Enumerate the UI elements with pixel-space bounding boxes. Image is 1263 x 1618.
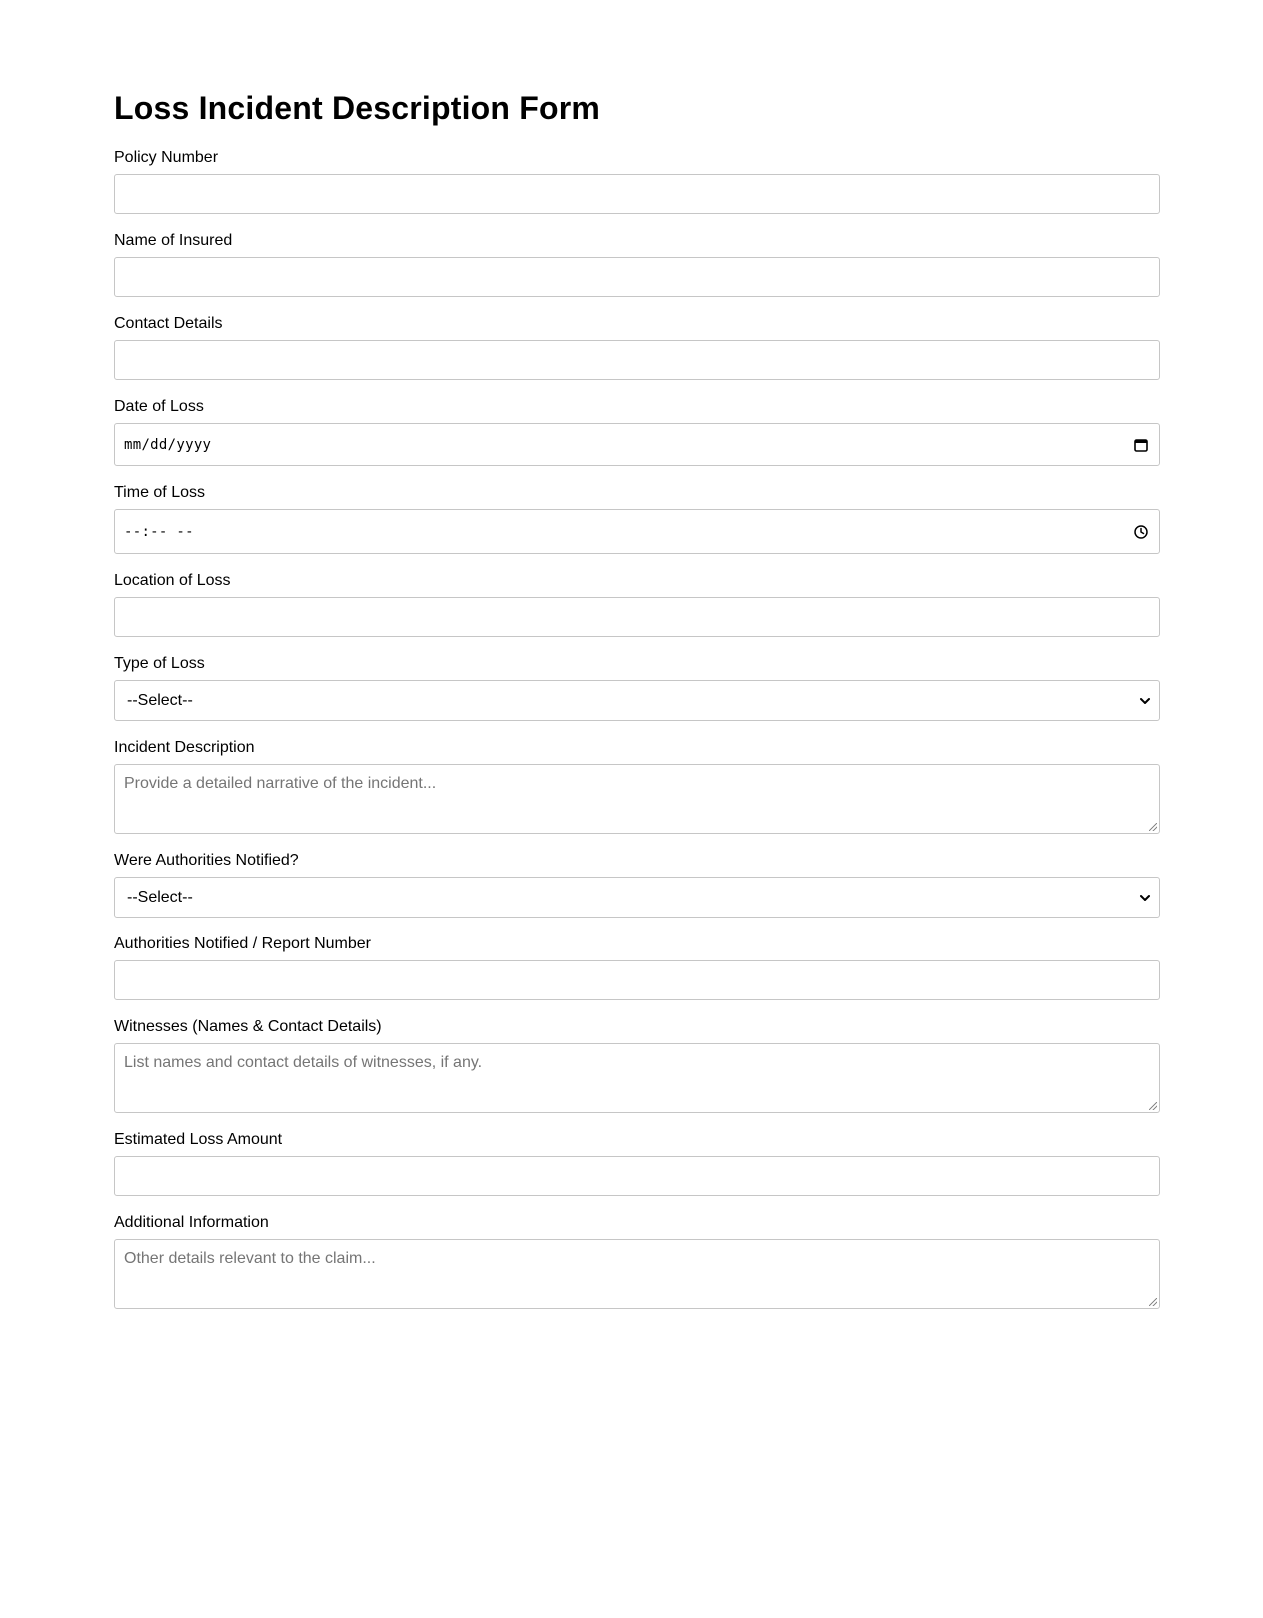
date-of-loss-label: Date of Loss <box>114 398 204 415</box>
additional-information-placeholder: Other details relevant to the claim... <box>124 1250 376 1267</box>
policy-number-label: Policy Number <box>114 149 219 166</box>
estimated-loss-amount-input[interactable] <box>114 1156 1160 1196</box>
witnesses-field <box>114 1017 1160 1113</box>
page-title: Loss Incident Description Form <box>114 90 601 126</box>
report-number-label: Authorities Notified / Report Number <box>114 935 371 952</box>
incident-description-field <box>114 738 1160 834</box>
policy-number-field <box>114 148 1160 214</box>
name-of-insured-input[interactable] <box>114 257 1160 297</box>
type-of-loss-select[interactable] <box>114 680 1160 721</box>
additional-information-field <box>114 1213 1160 1309</box>
resize-grip-icon[interactable] <box>1149 1298 1157 1306</box>
date-of-loss-input[interactable] <box>114 423 1160 466</box>
chevron-down-icon <box>1139 892 1151 904</box>
authorities-notified-field <box>114 851 1160 918</box>
estimated-loss-amount-label: Estimated Loss Amount <box>114 1131 283 1148</box>
calendar-icon[interactable] <box>1133 437 1149 453</box>
date-of-loss-field <box>114 397 1160 466</box>
location-of-loss-field <box>114 571 1160 637</box>
time-of-loss-placeholder: --:-- -- <box>124 523 194 540</box>
witnesses-label: Witnesses (Names & Contact Details) <box>114 1018 382 1035</box>
estimated-loss-amount-field <box>114 1130 1160 1196</box>
authorities-notified-label: Were Authorities Notified? <box>114 852 299 869</box>
incident-description-label: Incident Description <box>114 739 255 756</box>
time-of-loss-input[interactable] <box>114 509 1160 554</box>
report-number-field <box>114 934 1160 1000</box>
authorities-notified-selected-value: --Select-- <box>127 889 193 906</box>
type-of-loss-selected-value: --Select-- <box>127 692 193 709</box>
location-of-loss-input[interactable] <box>114 597 1160 637</box>
incident-description-placeholder: Provide a detailed narrative of the incident... <box>124 775 437 792</box>
policy-number-input[interactable] <box>114 174 1160 214</box>
name-of-insured-field <box>114 231 1160 297</box>
contact-details-field <box>114 314 1160 380</box>
additional-information-textarea[interactable] <box>114 1239 1160 1309</box>
location-of-loss-label: Location of Loss <box>114 572 231 589</box>
time-of-loss-label: Time of Loss <box>114 484 205 501</box>
time-of-loss-field <box>114 483 1160 554</box>
incident-description-textarea[interactable] <box>114 764 1160 834</box>
resize-grip-icon[interactable] <box>1149 1102 1157 1110</box>
chevron-down-icon <box>1139 695 1151 707</box>
name-of-insured-label: Name of Insured <box>114 232 233 249</box>
resize-grip-icon[interactable] <box>1149 823 1157 831</box>
clock-icon[interactable] <box>1133 524 1149 540</box>
witnesses-placeholder: List names and contact details of witnesses, if any. <box>124 1054 483 1071</box>
witnesses-textarea[interactable] <box>114 1043 1160 1113</box>
contact-details-input[interactable] <box>114 340 1160 380</box>
type-of-loss-label: Type of Loss <box>114 655 205 672</box>
type-of-loss-field <box>114 654 1160 721</box>
authorities-notified-select[interactable] <box>114 877 1160 918</box>
contact-details-label: Contact Details <box>114 315 223 332</box>
date-of-loss-placeholder: mm/dd/yyyy <box>124 436 212 453</box>
report-number-input[interactable] <box>114 960 1160 1000</box>
additional-information-label: Additional Information <box>114 1214 269 1231</box>
